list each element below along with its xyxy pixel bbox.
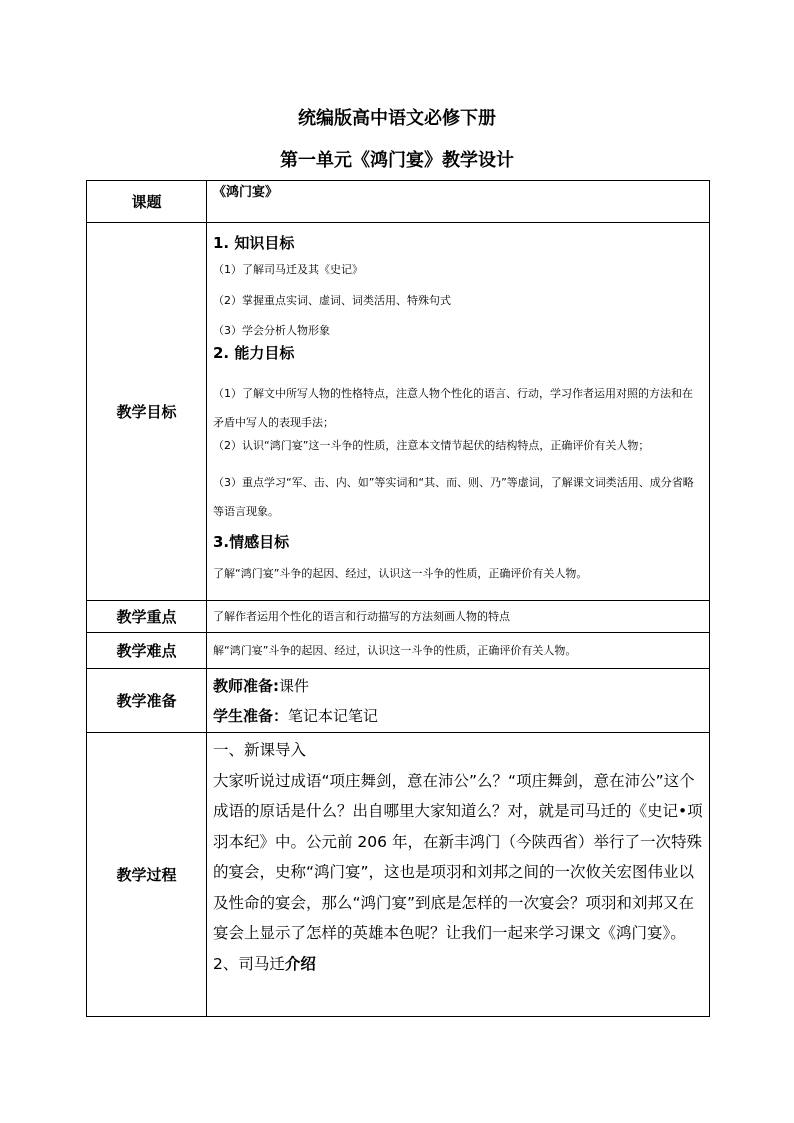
knowledge-item: （1）了解司马迁及其《史记》 — [213, 263, 363, 276]
student-prep-label: 学生准备： — [213, 707, 289, 725]
ability-item: （1）了解文中所写人物的性格特点，注意人物个性化的语言、行动，学习作者运用对照的方法和在矛盾中写人的表现手法； — [213, 387, 693, 429]
teacher-prep — [213, 671, 703, 701]
document-subtitle: 第一单元《鸿门宴》教学设计 — [280, 150, 514, 171]
ability-item: （3）重点学习“军、击、内、如”等实词和“其、而、则、乃”等虚词，了解课文词类活用、成分省略等语言现象。 — [213, 476, 694, 518]
difficulties-text: 解“鸿门宴”斗争的起因、经过，认识这一斗争的性质，正确评价有关人物。 — [207, 633, 710, 669]
row-preparation — [87, 669, 710, 733]
lesson-plan-table — [86, 180, 710, 1017]
ability-heading: 2. 能力目标 — [213, 344, 295, 362]
row-label-preparation: 教学准备 — [87, 669, 207, 733]
student-prep-value: 笔记本记笔记 — [288, 707, 379, 725]
row-objectives — [87, 223, 710, 601]
key-points-text: 了解作者运用个性化的语言和行动描写的方法刻画人物的特点 — [207, 601, 710, 633]
row-label-process: 教学过程 — [87, 733, 207, 1017]
teacher-prep-value: 课件 — [279, 677, 310, 695]
row-difficulties — [87, 633, 710, 669]
emotion-text: 了解“鸿门宴”斗争的起因、经过，认识这一斗争的性质，正确评价有关人物。 — [213, 567, 588, 580]
process-section-1: 一、新课导入 — [213, 741, 307, 759]
process-section-2-prefix: 2、司马迁 — [213, 954, 285, 973]
knowledge-item: （3）学会分析人物形象 — [213, 324, 330, 337]
emotion-heading: 3.情感目标 — [213, 533, 290, 551]
row-key-points — [87, 601, 710, 633]
row-topic — [87, 181, 710, 223]
ability-item: （2）认识“鸿门宴”这一斗争的性质，注意本文情节起伏的结构特点，正确评价有关人物； — [213, 439, 650, 452]
knowledge-item: （2）掌握重点实词、虚词、词类活用、特殊句式 — [213, 294, 451, 307]
lesson-topic: 《鸿门宴》 — [207, 181, 710, 223]
process-intro: 大家听说过成语“项庄舞剑，意在沛公”么？“项庄舞剑，意在沛公”这个成语的原话是什么？出自哪里大家知道么？对，就是司马迁的《史记•项羽本纪》中。公元前 206 年，在新丰鸿门（今陕西省）举行了一次特殊的宴会，史称“鸿门宴”，这也是项羽和刘邦之间的一次攸关宏图伟业以及性命的宴会，那么“鸿门宴”到底是怎样的一次宴会？项羽和刘邦又在宴会上显示了怎样的英雄本色呢？让我们一起来学习课文《鸿门宴》。 — [213, 771, 703, 942]
process-section-2-bold: 介绍 — [284, 954, 316, 973]
document-title: 统编版高中语文必修下册 — [298, 108, 496, 129]
teacher-prep-label: 教师准备: — [213, 677, 279, 695]
preparation-content — [207, 669, 710, 733]
row-process — [87, 733, 710, 1017]
row-label-key-points: 教学重点 — [87, 601, 207, 633]
row-label-topic: 课题 — [87, 181, 207, 223]
row-label-difficulties: 教学难点 — [87, 633, 207, 669]
student-prep — [213, 701, 703, 731]
knowledge-heading: 1. 知识目标 — [213, 234, 295, 252]
objectives-content — [207, 223, 710, 601]
process-content — [207, 733, 710, 1017]
process-section-2 — [213, 949, 703, 980]
row-label-objectives: 教学目标 — [87, 223, 207, 601]
